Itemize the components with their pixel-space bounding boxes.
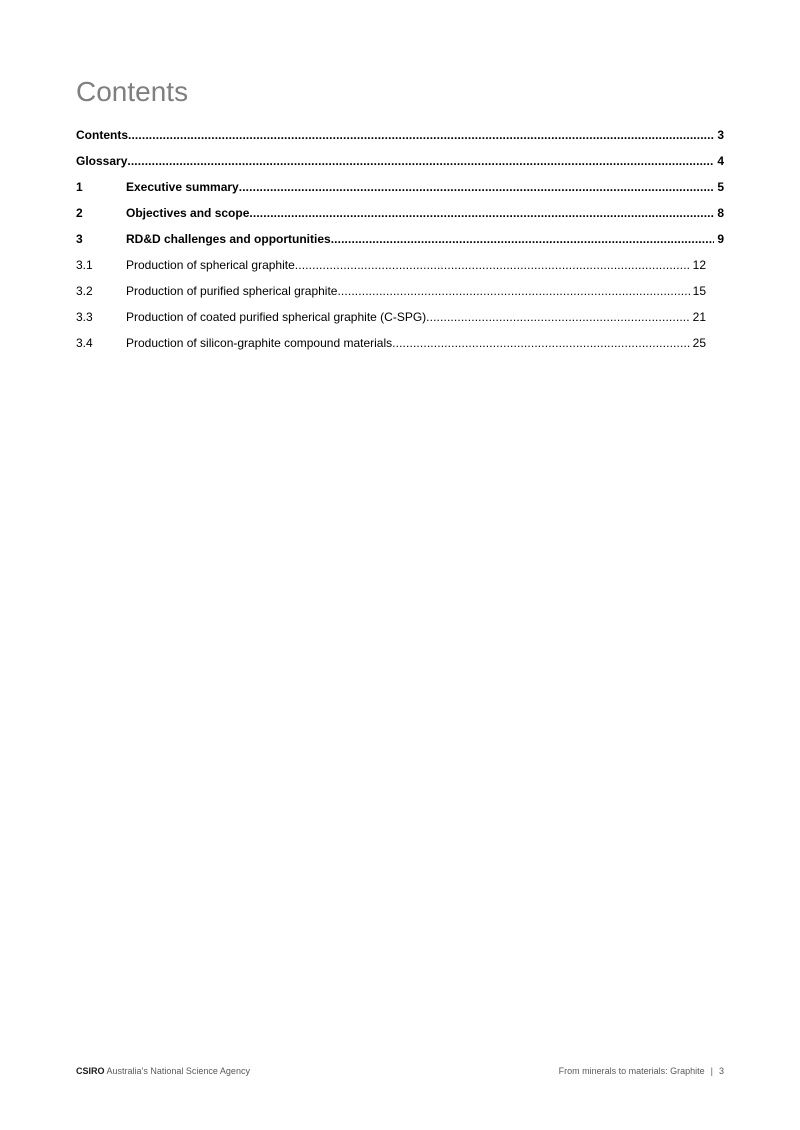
footer-page-number: 3 (718, 1066, 724, 1076)
toc-entry-number: 3.2 (76, 284, 93, 298)
toc-entry-purified-spherical-graphite[interactable] (76, 278, 706, 304)
toc-entry-label: Contents (76, 128, 128, 142)
toc-entry-label: RD&D challenges and opportunities (126, 232, 331, 246)
page-title: Contents (76, 76, 189, 107)
toc-entry-label: Production of purified spherical graphite (126, 284, 338, 298)
toc-entry-page: 8 (717, 206, 724, 220)
dot-leader (426, 304, 689, 330)
toc-entry-page: 3 (717, 128, 724, 142)
dot-leader (392, 330, 690, 356)
toc-entry-glossary[interactable] (76, 148, 724, 174)
toc-entry-page: 15 (692, 284, 706, 298)
footer-right (559, 1066, 724, 1076)
toc-entry-number: 3 (76, 232, 83, 246)
table-of-contents (76, 122, 724, 356)
toc-entry-coated-purified-spherical-graphite[interactable] (76, 304, 706, 330)
toc-entry-silicon-graphite-compound[interactable] (76, 330, 706, 356)
dot-leader (331, 226, 715, 252)
toc-entry-contents[interactable] (76, 122, 724, 148)
toc-entry-number: 3.1 (76, 258, 93, 272)
toc-entry-number: 2 (76, 206, 83, 220)
dot-leader (337, 278, 689, 304)
footer-org-tagline: Australia’s National Science Agency (106, 1066, 250, 1076)
toc-entry-label: Production of coated purified spherical graphite (C-SPG) (126, 310, 427, 324)
toc-entry-page: 21 (692, 310, 706, 324)
dot-leader (128, 122, 714, 148)
toc-entry-objectives-and-scope[interactable] (76, 200, 724, 226)
dot-leader (127, 148, 714, 174)
footer-separator: | (710, 1066, 713, 1076)
toc-entry-spherical-graphite[interactable] (76, 252, 706, 278)
toc-entry-page: 4 (717, 154, 724, 168)
footer-org: CSIRO (76, 1066, 105, 1076)
toc-entry-page: 5 (717, 180, 724, 194)
toc-entry-label: Production of silicon-graphite compound materials (126, 336, 393, 350)
dot-leader (249, 200, 714, 226)
toc-entry-number: 3.3 (76, 310, 93, 324)
toc-entry-page: 25 (692, 336, 706, 350)
toc-entry-number: 3.4 (76, 336, 93, 350)
toc-entry-number: 1 (76, 180, 83, 194)
toc-entry-label: Executive summary (126, 180, 239, 194)
toc-entry-executive-summary[interactable] (76, 174, 724, 200)
toc-entry-page: 9 (717, 232, 724, 246)
footer-doc-title: From minerals to materials: Graphite (558, 1066, 705, 1076)
footer-left (76, 1066, 250, 1076)
toc-entry-label: Glossary (76, 154, 128, 168)
dot-leader (239, 174, 715, 200)
toc-entry-rdd-challenges[interactable] (76, 226, 724, 252)
toc-entry-label: Objectives and scope (126, 206, 250, 220)
toc-entry-page: 12 (692, 258, 706, 272)
dot-leader (295, 252, 690, 278)
toc-entry-label: Production of spherical graphite (126, 258, 295, 272)
